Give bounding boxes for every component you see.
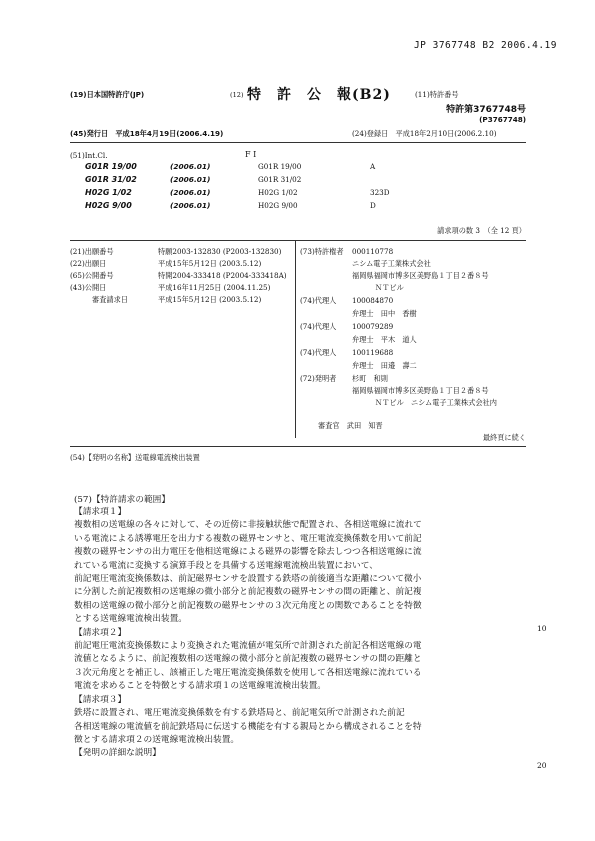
ipc-code: G01R 31/02 xyxy=(85,175,137,184)
claims-line: 複数相の送電線の各々に対して、その近傍に非接触状態で配置され、各相送電線に流れて xyxy=(74,520,422,531)
claims-line: 数相の送電線の微小部分と前記複数の磁界センサの３次元角度との関数であることを特徴 xyxy=(74,600,422,611)
biblio-value: 特願2003-132830 (P2003-132830) xyxy=(158,247,282,256)
biblio-label: (74)代理人 xyxy=(300,348,337,357)
biblio-value: 弁理士 平木 道人 xyxy=(352,335,417,344)
fi-label: F I xyxy=(245,150,257,159)
biblio-value: 100119688 xyxy=(352,348,394,357)
biblio-value: 弁理士 田中 香樹 xyxy=(352,309,417,318)
biblio-value: 福岡県福岡市博多区美野島１丁目２番８号 xyxy=(352,271,489,280)
registration-date: (24)登録日 平成18年2月10日(2006.2.10) xyxy=(352,129,497,138)
claims-line: 流値となるように、前記複数相の送電線の微小部分と前記複数の磁界センサの間の距離と xyxy=(74,654,422,665)
publication-kind-title: 特 許 公 報(B2) xyxy=(247,87,391,103)
biblio-label: (74)代理人 xyxy=(300,296,337,305)
claims-line: 複数の磁界センサの出力電圧を他相送電線による磁界の影響を除去しつつ各相送電線に流 xyxy=(74,547,422,558)
biblio-value: 100084870 xyxy=(352,296,394,305)
fi-code: H02G 1/02 xyxy=(258,188,298,197)
biblio-label: (22)出願日 xyxy=(70,259,107,268)
document-id-header: JP 3767748 B2 2006.4.19 xyxy=(413,40,557,51)
biblio-top-rule xyxy=(70,240,526,241)
invention-title: (54)【発明の名称】送電線電流検出装置 xyxy=(70,453,200,462)
claims-line: 前記電圧電流変換係数は、前記磁界センサを設置する鉄塔の前後適当な距離について微小 xyxy=(74,574,422,585)
biblio-label: (65)公開番号 xyxy=(70,271,114,280)
fi-code: G01R 19/00 xyxy=(258,162,302,171)
continued-note: 最終頁に続く xyxy=(482,433,526,442)
line-number-20: 20 xyxy=(537,761,547,770)
claims-line: に分割した前記複数相の送電線の微小部分と前記複数の磁界センサの間の距離と、前記複 xyxy=(74,587,422,598)
claims-line: 前記電圧電流変換係数により変換された電流値が電気所で計測された前記各相送電線の電 xyxy=(74,641,422,652)
biblio-value: ＮＴビル xyxy=(375,283,404,292)
header-rule xyxy=(70,142,526,143)
country-office-label: (19)日本国特許庁(JP) xyxy=(70,90,145,99)
patent-number-sub: (P3767748) xyxy=(479,115,526,124)
ipc-version: (2006.01) xyxy=(170,162,211,171)
claims-line: 【請求項２】 xyxy=(74,627,127,638)
kind-code-number: (12) xyxy=(230,91,244,99)
biblio-value: ＮＴビル ニシム電子工業株式会社内 xyxy=(375,398,497,407)
biblio-value: 平成15年5月12日 (2003.5.12) xyxy=(158,259,262,268)
int-cl-label: (51)Int.Cl. xyxy=(70,151,108,160)
claims-line: 徴とする請求項２の送電線電流検出装置。 xyxy=(74,734,240,745)
ipc-version: (2006.01) xyxy=(170,201,211,210)
biblio-bottom-rule xyxy=(70,446,526,447)
claims-line: 電流を求めることを特徴とする請求項１の送電線電流検出装置。 xyxy=(74,681,326,692)
fi-extra: A xyxy=(370,162,376,171)
biblio-value: 弁理士 田邉 壽二 xyxy=(352,361,417,370)
biblio-label: (74)代理人 xyxy=(300,322,337,331)
claims-line: 【請求項３】 xyxy=(74,694,127,705)
biblio-label: (73)特許権者 xyxy=(300,247,344,256)
ipc-code: G01R 19/00 xyxy=(85,162,137,171)
issue-date: (45)発行日 平成18年4月19日(2006.4.19) xyxy=(70,129,224,138)
claims-line: とする送電線電流検出装置。 xyxy=(74,614,187,625)
biblio-value: 000110778 xyxy=(352,247,394,256)
claims-heading: (57)【特許請求の範囲】 xyxy=(74,495,171,505)
biblio-label: (43)公開日 xyxy=(70,283,107,292)
claims-line: 【発明の詳細な説明】 xyxy=(74,748,161,759)
biblio-label: 審査請求日 xyxy=(92,295,128,304)
fi-extra: 323D xyxy=(370,188,390,197)
claims-line: 【請求項１】 xyxy=(74,507,127,517)
claims-line: ３次元角度とを補正し、該補正した電圧電流変換係数を使用して各相送電線に流れている xyxy=(74,667,422,678)
claims-line: いる電流による誘導電圧を出力する複数の磁界センサと、電圧電流変換係数を用いて前記 xyxy=(74,533,422,544)
ipc-code: H02G 1/02 xyxy=(85,188,132,197)
claims-body xyxy=(74,506,526,761)
ipc-version: (2006.01) xyxy=(170,188,211,197)
biblio-value: 福岡県福岡市博多区美野島１丁目２番８号 xyxy=(352,386,489,395)
patent-number-label: (11)特許番号 xyxy=(415,90,459,99)
fi-code: G01R 31/02 xyxy=(258,175,302,184)
biblio-value: 平成16年11月25日 (2004.11.25) xyxy=(158,283,271,292)
biblio-value: 杉町 和則 xyxy=(352,374,388,383)
claims-count: 請求項の数 3 （全 12 頁） xyxy=(437,226,526,235)
biblio-value: 100079289 xyxy=(352,322,394,331)
patent-number: 特許第3767748号 xyxy=(446,105,526,115)
fi-extra: D xyxy=(370,201,376,210)
biblio-divider xyxy=(295,240,296,438)
biblio-value: 平成15年5月12日 (2003.5.12) xyxy=(158,295,262,304)
biblio-value: 特開2004-333418 (P2004-333418A) xyxy=(158,271,287,280)
claims-line: 各相送電線の電流値を前記鉄塔局に伝送する機能を有する親局とから構成されることを特 xyxy=(74,721,422,732)
claims-line: 鉄塔に設置され、電圧電流変換係数を有する鉄塔局と、前記電気所で計測された前記 xyxy=(74,708,405,719)
biblio-value: ニシム電子工業株式会社 xyxy=(352,259,431,268)
fi-code: H02G 9/00 xyxy=(258,201,298,210)
biblio-label: (72)発明者 xyxy=(300,374,337,383)
ipc-version: (2006.01) xyxy=(170,175,211,184)
ipc-code: H02G 9/00 xyxy=(85,201,132,210)
biblio-label: (21)出願番号 xyxy=(70,247,114,256)
line-number-10: 10 xyxy=(537,624,547,633)
claims-line: れている電流に変換する演算手段とを具備する送電線電流検出装置において、 xyxy=(74,560,378,571)
examiner: 審査官 武田 知晋 xyxy=(318,421,383,430)
